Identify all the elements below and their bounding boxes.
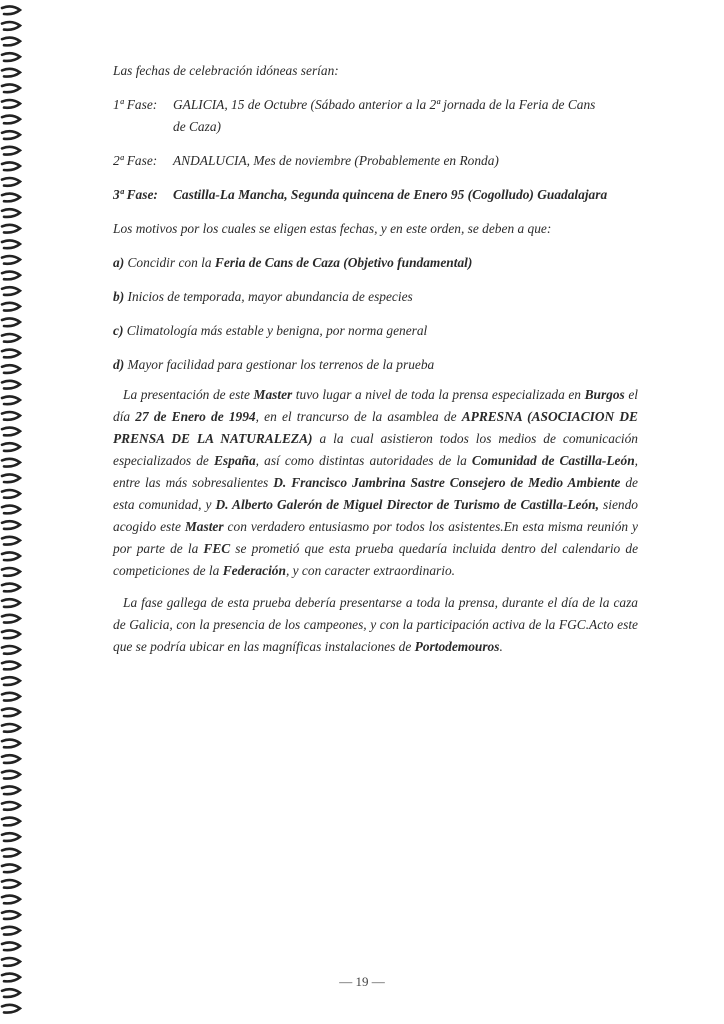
binding-ring [2,537,20,545]
fase-1-detail: 15 de Octubre (Sábado anterior a la 2ª jornada de la Feria de Cans [227,97,596,112]
spiral-binding [0,0,26,1024]
binding-ring [2,771,20,779]
binding-ring [2,786,20,794]
motivo-a-bold: Feria de Cans de Caza (Objetivo fundamental) [214,255,473,270]
binding-ring [2,474,20,482]
binding-ring [2,334,20,342]
galician-phase-paragraph: La fase gallega de esta prueba debería presentarse a toda la prensa, durante el día de la caza de Galicia, con la presencia de los campeones, y con la participación activa de la FGC.Acto este que se podría ubicar en las magníficas instalaciones de Portodemouros. [113,595,638,654]
binding-ring [2,630,20,638]
binding-ring [2,412,20,420]
binding-ring [2,350,20,358]
binding-ring [2,365,20,373]
binding-ring [2,927,20,935]
fase-1-line [113,94,638,116]
binding-ring [2,599,20,607]
motivo-b [113,286,638,308]
binding-ring [2,303,20,311]
binding-ring [2,833,20,841]
motivo-b-text: Inicios de temporada, mayor abundancia de especies [124,289,413,304]
motivo-d [113,354,638,376]
fase-3-label: 3ª Fase: [113,187,158,202]
binding-ring [2,209,20,217]
binding-ring [2,896,20,904]
binding-ring [2,162,20,170]
binding-ring [2,256,20,264]
binding-ring [2,552,20,560]
motivo-d-letter: d) [113,357,125,372]
binding-ring [2,958,20,966]
binding-ring [2,615,20,623]
binding-ring [2,194,20,202]
fase-3-detail: Castilla-La Mancha, Segunda quincena de Enero 95 (Cogolludo) Guadalajara [173,187,608,202]
binding-ring [2,225,20,233]
motivo-c-text: Climatología más estable y benigna, por norma general [123,323,428,338]
binding-ring [2,662,20,670]
motivo-b-letter: b) [113,289,125,304]
binding-ring [2,100,20,108]
binding-ring [2,740,20,748]
fase-1-region: GALICIA, [173,97,228,112]
binding-ring [2,1005,20,1013]
binding-ring [2,584,20,592]
binding-ring [2,240,20,248]
binding-ring [2,396,20,404]
motivo-c-letter: c) [113,323,124,338]
motivo-a [113,252,638,274]
binding-ring [2,646,20,654]
binding-ring [2,521,20,529]
fase-1-detail-cont: de Caza) [173,119,221,134]
binding-ring [2,849,20,857]
binding-ring [2,802,20,810]
binding-ring [2,677,20,685]
binding-ring [2,724,20,732]
binding-ring [2,880,20,888]
fase-2-line [113,150,638,172]
binding-ring [2,864,20,872]
binding-ring [2,755,20,763]
intro-text: Las fechas de celebración idóneas serían: [113,63,339,78]
page-number: — 19 — [339,974,385,989]
binding-ring [2,53,20,61]
binding-ring [2,272,20,280]
binding-ring [2,6,20,14]
binding-ring [2,568,20,576]
binding-ring [2,116,20,124]
motivo-c [113,320,638,342]
binding-ring [2,818,20,826]
binding-ring [2,708,20,716]
binding-ring [2,69,20,77]
fase-2-label: 2ª Fase: [113,153,158,168]
binding-ring [2,459,20,467]
binding-ring [2,22,20,30]
presentation-paragraph: La presentación de este Master tuvo lugar a nivel de toda la prensa especializada en Burgos el día 27 de Enero de 1994, en el trancurso de la asamblea de APRESNA (ASOCIACION DE PRENSA DE LA NATURALEZA) a la cual asistieron todos los medios de comunicación especializados de España, así como distintas autoridades de la Comunidad de Castilla-León, entre las más sobresalientes D. Francisco Jambrina Sastre Consejero de Medio Ambiente de esta comunidad, y D. Alberto Galerón de Miguel Director de Turismo de Castilla-León, siendo acogido este Master con verdadero entusiasmo por todos los asistentes.En esta misma reunión y por parte de la FEC se prometió que esta prueba quedaría incluida dentro del calendario de competiciones de la Federación, y con caracter extraordinario. [113,387,639,578]
fase-3-line [113,184,638,206]
binding-ring [2,38,20,46]
binding-ring [2,428,20,436]
fase-1-label: 1ª Fase: [113,97,158,112]
fase-2-detail: ANDALUCIA, Mes de noviembre (Probablemente en Ronda) [173,153,499,168]
binding-ring [2,147,20,155]
binding-ring [2,443,20,451]
motivo-a-text: Concidir con la [124,255,215,270]
motivos-intro: Los motivos por los cuales se eligen estas fechas, y en este orden, se deben a que: [113,221,552,236]
motivo-a-letter: a) [113,255,125,270]
binding-ring [2,84,20,92]
document-body [113,60,638,658]
binding-ring [2,178,20,186]
binding-ring [2,942,20,950]
binding-ring [2,506,20,514]
binding-ring [2,490,20,498]
binding-ring [2,989,20,997]
binding-ring [2,131,20,139]
binding-ring [2,318,20,326]
binding-ring [2,911,20,919]
binding-ring [2,287,20,295]
motivo-d-text: Mayor facilidad para gestionar los terrenos de la prueba [124,357,435,372]
binding-ring [2,693,20,701]
binding-ring [2,381,20,389]
